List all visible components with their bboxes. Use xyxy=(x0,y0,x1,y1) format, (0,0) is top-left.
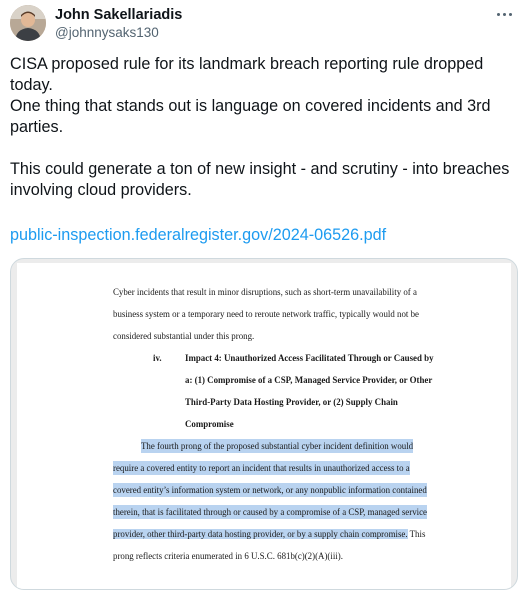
document-link[interactable]: public-inspection.federalregister.gov/2024-06526.pdf xyxy=(10,226,387,244)
doc-line: prong reflects criteria enumerated in 6 U.S.C. 681b(c)(2)(A)(iii). xyxy=(113,551,343,561)
author-handle[interactable]: @johnnysaks130 xyxy=(55,25,159,40)
avatar[interactable] xyxy=(10,5,46,41)
doc-line xyxy=(113,527,425,541)
post-paragraph-2: One thing that stands out is language on covered incidents and 3rd parties. xyxy=(10,97,491,136)
doc-heading-line: Third-Party Data Hosting Provider, or (2) Supply Chain xyxy=(185,397,398,407)
document-page xyxy=(17,263,511,590)
doc-heading-line: Compromise xyxy=(185,419,234,429)
doc-line: business system or a temporary need to reroute network traffic, typically would not be xyxy=(113,309,419,319)
dot xyxy=(509,13,512,16)
author-name[interactable]: John Sakellariadis xyxy=(55,7,183,23)
doc-highlighted-line: require a covered entity to report an incident that results in unauthorized access to a xyxy=(113,463,410,473)
doc-heading-number: iv. xyxy=(153,353,162,363)
doc-line: considered substantial under this prong. xyxy=(113,331,255,341)
doc-highlighted-line: therein, that is facilitated through or caused by a compromise of a CSP, managed service xyxy=(113,507,427,517)
profile-photo-icon xyxy=(10,5,46,41)
attached-image[interactable] xyxy=(10,258,518,590)
doc-highlighted-text: provider, other third-party data hosting provider, or by a supply chain compromise. xyxy=(113,529,408,539)
doc-highlighted-line: covered entity’s information system or network, or any nonpublic information contained xyxy=(113,485,427,495)
more-options-icon[interactable] xyxy=(491,4,517,24)
doc-heading-line: Impact 4: Unauthorized Access Facilitated Through or Caused by xyxy=(185,353,434,363)
doc-line: Cyber incidents that result in minor disruptions, such as short-term unavailability of a xyxy=(113,287,417,297)
doc-highlighted-line: The fourth prong of the proposed substantial cyber incident definition would xyxy=(141,441,414,451)
doc-heading-line: a: (1) Compromise of a CSP, Managed Service Provider, or Other xyxy=(185,375,433,385)
post-paragraph-1: CISA proposed rule for its landmark breach reporting rule dropped today. xyxy=(10,55,484,94)
post-header xyxy=(0,0,527,46)
doc-text: This xyxy=(407,529,426,539)
dot xyxy=(497,13,500,16)
post-paragraph-3: This could generate a ton of new insight - and scrutiny - into breaches involving cloud providers. xyxy=(10,160,510,199)
dot xyxy=(503,13,506,16)
